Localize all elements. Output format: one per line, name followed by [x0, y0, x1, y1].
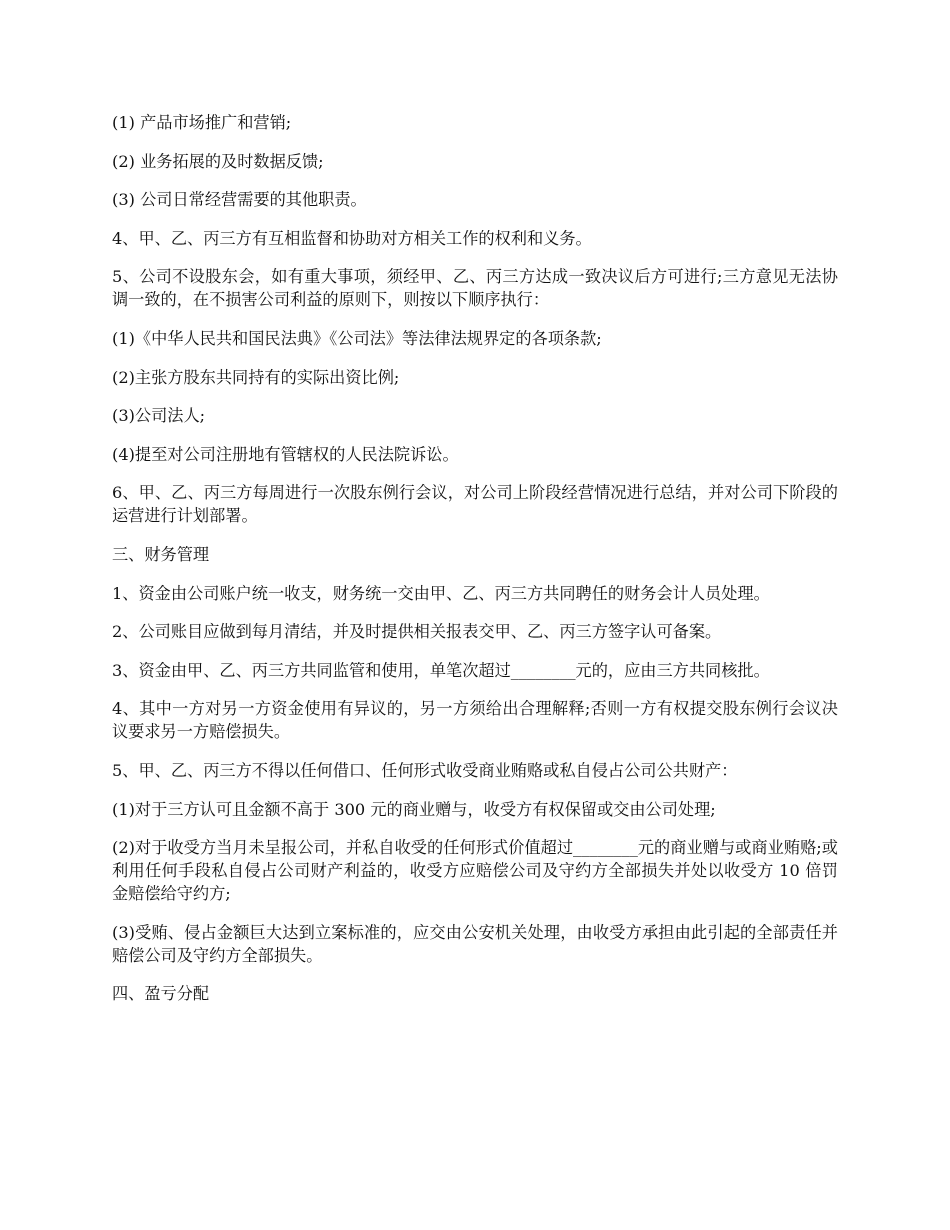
- clause-item: 3、资金由甲、乙、丙三方共同监管和使用，单笔次超过________元的，应由三方共同核批。: [112, 660, 770, 680]
- clause-item: (1) 产品市场推广和营销;: [112, 113, 292, 132]
- clause-item: 2、公司账目应做到每月清结，并及时提供相关报表交甲、乙、丙三方签字认可备案。: [112, 622, 722, 642]
- clause-item: (3)公司法人;: [112, 406, 206, 426]
- clause-item: (2)主张方股东共同持有的实际出资比例;: [112, 367, 400, 387]
- clause-item: 4、甲、乙、丙三方有互相监督和协助对方相关工作的权利和义务。: [112, 228, 592, 248]
- document-body: [112, 111, 838, 1021]
- clause-item: 6、甲、乙、丙三方每周进行一次股东例行会议，对公司上阶段经营情况进行总结，并对公司下阶段的运营进行计划部署。: [112, 483, 838, 526]
- clause-item: 5、公司不设股东会，如有重大事项，须经甲、乙、丙三方达成一致决议后方可进行;三方意见无法协调一致的，在不损害公司利益的原则下，则按以下顺序执行：: [112, 267, 838, 310]
- clause-item: (1)对于三方认可且金额不高于 300 元的商业赠与，收受方有权保留或交由公司处理;: [112, 799, 716, 819]
- clause-item: 5、甲、乙、丙三方不得以任何借口、任何形式收受商业贿赂或私自侵占公司公共财产：: [112, 760, 738, 780]
- section-heading-profit-loss: 四、盈亏分配: [112, 984, 210, 1004]
- clause-item: (2)对于收受方当月未呈报公司，并私自收受的任何形式价值超过________元的商业赠与或商业贿赂;或利用任何手段私自侵占公司财产利益的，收受方应赔偿公司及守约方全部损失并处以收受方 10 倍罚金赔偿给守约方;: [112, 838, 838, 904]
- clause-item: 1、资金由公司账户统一收支，财务统一交由甲、乙、丙三方共同聘任的财务会计人员处理。: [112, 583, 770, 603]
- section-heading-finance: 三、财务管理: [112, 544, 210, 564]
- clause-item: (2) 业务拓展的及时数据反馈;: [112, 151, 324, 171]
- clause-item: (4)提至对公司注册地有管辖权的人民法院诉讼。: [112, 444, 459, 464]
- clause-item: (3)受贿、侵占金额巨大达到立案标准的，应交由公安机关处理，由收受方承担由此引起的全部责任并赔偿公司及守约方全部损失。: [112, 922, 838, 965]
- clause-item: (1)《中华人民共和国民法典》《公司法》等法律法规界定的各项条款;: [112, 328, 602, 348]
- clause-item: 4、其中一方对另一方资金使用有异议的，另一方须给出合理解释;否则一方有权提交股东例行会议决议要求另一方赔偿损失。: [112, 699, 838, 742]
- clause-item: (3) 公司日常经营需要的其他职责。: [112, 190, 367, 210]
